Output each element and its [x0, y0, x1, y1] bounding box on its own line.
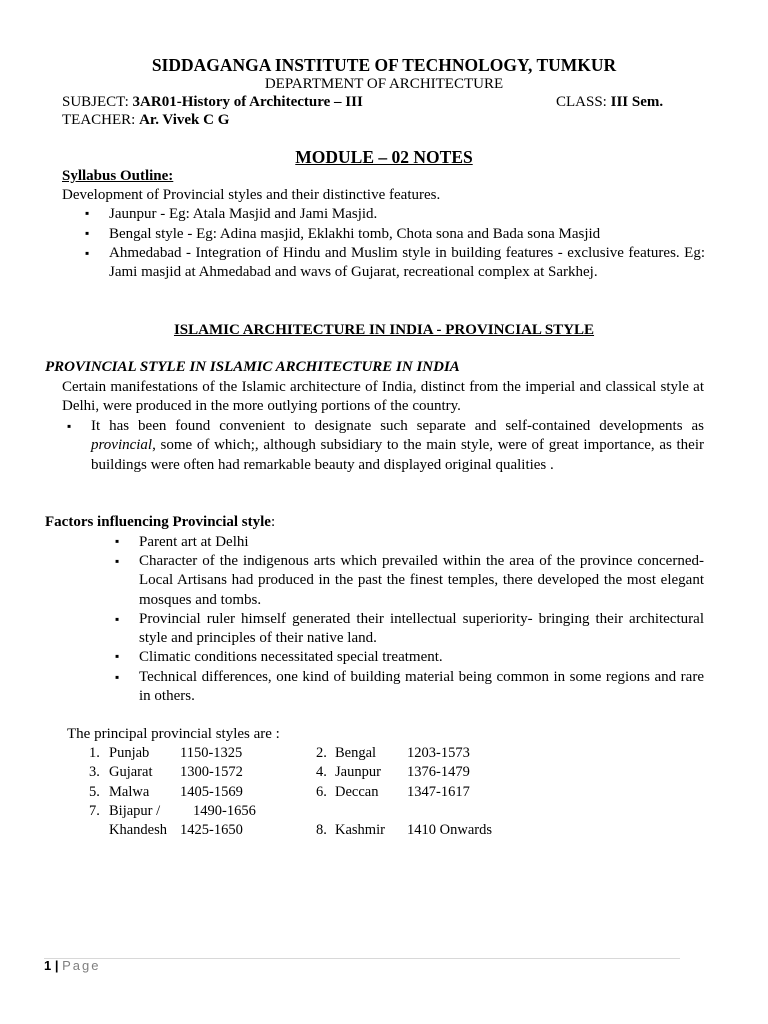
syllabus-item: ▪ Ahmedabad - Integration of Hindu and Muslim style in building features - exclusive features. Eg: Jami masjid at Ahmedabad and wavs of Gujarat, recreational complex at Sarkhej.: [109, 244, 705, 283]
style-years: 1150-1325: [180, 745, 243, 761]
section-title: ISLAMIC ARCHITECTURE IN INDIA - PROVINCIAL STYLE: [173, 322, 595, 338]
teacher-label: TEACHER:: [62, 112, 136, 128]
style-name: Jaunpur: [335, 764, 381, 780]
style-item: [89, 822, 243, 839]
style-item: [316, 764, 470, 781]
style-number: 7.: [89, 803, 100, 819]
style-item: [316, 745, 470, 762]
factors-heading-colon: :: [270, 514, 276, 530]
style-name: Malwa: [109, 784, 150, 800]
class-label: CLASS:: [556, 94, 607, 110]
teacher-line: [62, 112, 229, 129]
module-title: MODULE – 02 NOTES: [295, 147, 473, 167]
style-name: Bengal: [335, 745, 377, 761]
style-item: [89, 764, 243, 781]
style-years: 1405-1569: [180, 784, 243, 800]
institute-title: SIDDAGANGA INSTITUTE OF TECHNOLOGY, TUMKUR: [151, 55, 617, 75]
factor-item: ▪ Character of the indigenous arts which prevailed within the area of the province concerned- Local Artisans had produced in the past the finest temples, there developed the most elegant mosques and tombs.: [139, 552, 704, 610]
style-years: 1410 Onwards: [407, 822, 492, 838]
style-name: Kashmir: [335, 822, 385, 838]
page-separator: |: [54, 958, 59, 973]
footer-rule: [44, 958, 680, 959]
class-line: [556, 94, 663, 111]
factor-item: ▪ Climatic conditions necessitated special treatment.: [139, 649, 443, 666]
factors-heading-line: [45, 514, 275, 531]
page-footer: [44, 958, 101, 973]
syllabus-item: ▪ Jaunpur - Eg: Atala Masjid and Jami Masjid.: [109, 206, 705, 223]
provincial-bullet-text: It has been found convenient to designate such separate and self-contained developments as: [91, 418, 704, 434]
factor-item: ▪ Parent art at Delhi: [139, 534, 249, 551]
syllabus-intro: Development of Provincial styles and their distinctive features.: [62, 187, 441, 203]
subject-label: SUBJECT:: [62, 94, 129, 110]
style-number: 2.: [316, 745, 327, 761]
style-years: 1490-1656: [193, 803, 256, 819]
style-item: [89, 745, 242, 762]
provincial-emphasis: provincial: [91, 437, 153, 454]
syllabus-item: ▪ Bengal style - Eg: Adina masjid, Eklakhi tomb, Chota sona and Bada sona Masjid: [109, 226, 705, 243]
style-number: 8.: [316, 822, 327, 838]
style-number: 5.: [89, 784, 100, 800]
style-name: Khandesh: [109, 822, 167, 838]
style-item: [316, 784, 470, 801]
provincial-paragraph: Certain manifestations of the Islamic architecture of India, distinct from the imperial and classical style at Delhi, were produced in the more outlying portions of the country.: [62, 379, 704, 415]
style-years: 1203-1573: [407, 745, 470, 761]
subject-value: 3AR01-History of Architecture – III: [132, 94, 363, 110]
department-title: DEPARTMENT OF ARCHITECTURE: [264, 76, 504, 92]
style-number: 1.: [89, 745, 100, 761]
factor-item: ▪ Provincial ruler himself generated their intellectual superiority- bringing their architectural style and principles of their native land.: [139, 610, 704, 649]
provincial-bullet: [91, 417, 704, 475]
class-value: III Sem.: [610, 94, 664, 110]
factor-item: ▪ Technical differences, one kind of building material being common in some regions and rare in others.: [139, 668, 704, 707]
style-years: 1376-1479: [407, 764, 470, 780]
style-number: 4.: [316, 764, 327, 780]
page-word: Page: [62, 958, 101, 973]
style-years: 1300-1572: [180, 764, 243, 780]
provincial-heading: PROVINCIAL STYLE IN ISLAMIC ARCHITECTURE IN INDIA: [45, 359, 460, 375]
styles-intro: The principal provincial styles are :: [67, 726, 280, 742]
style-name: Punjab: [109, 745, 150, 761]
style-number: 6.: [316, 784, 327, 800]
style-item: [89, 784, 243, 801]
factors-heading: Factors influencing Provincial style: [45, 514, 271, 530]
syllabus-heading: Syllabus Outline:: [62, 168, 174, 184]
style-item: [316, 822, 492, 839]
provincial-bullet-text-rest: , some of which;, although subsidiary to the main style, were of great importance, as their buildings were often had remarkable beauty and displayed original qualities .: [91, 437, 704, 473]
style-name: Gujarat: [109, 764, 153, 780]
page-number: 1: [44, 958, 52, 973]
teacher-value: Ar. Vivek C G: [139, 112, 230, 128]
subject-line: [62, 94, 363, 111]
style-item: [89, 803, 256, 820]
style-number: 3.: [89, 764, 100, 780]
style-years: 1425-1650: [180, 822, 243, 838]
style-name: Deccan: [335, 784, 379, 800]
style-years: 1347-1617: [407, 784, 470, 800]
style-name: Bijapur /: [109, 803, 161, 819]
